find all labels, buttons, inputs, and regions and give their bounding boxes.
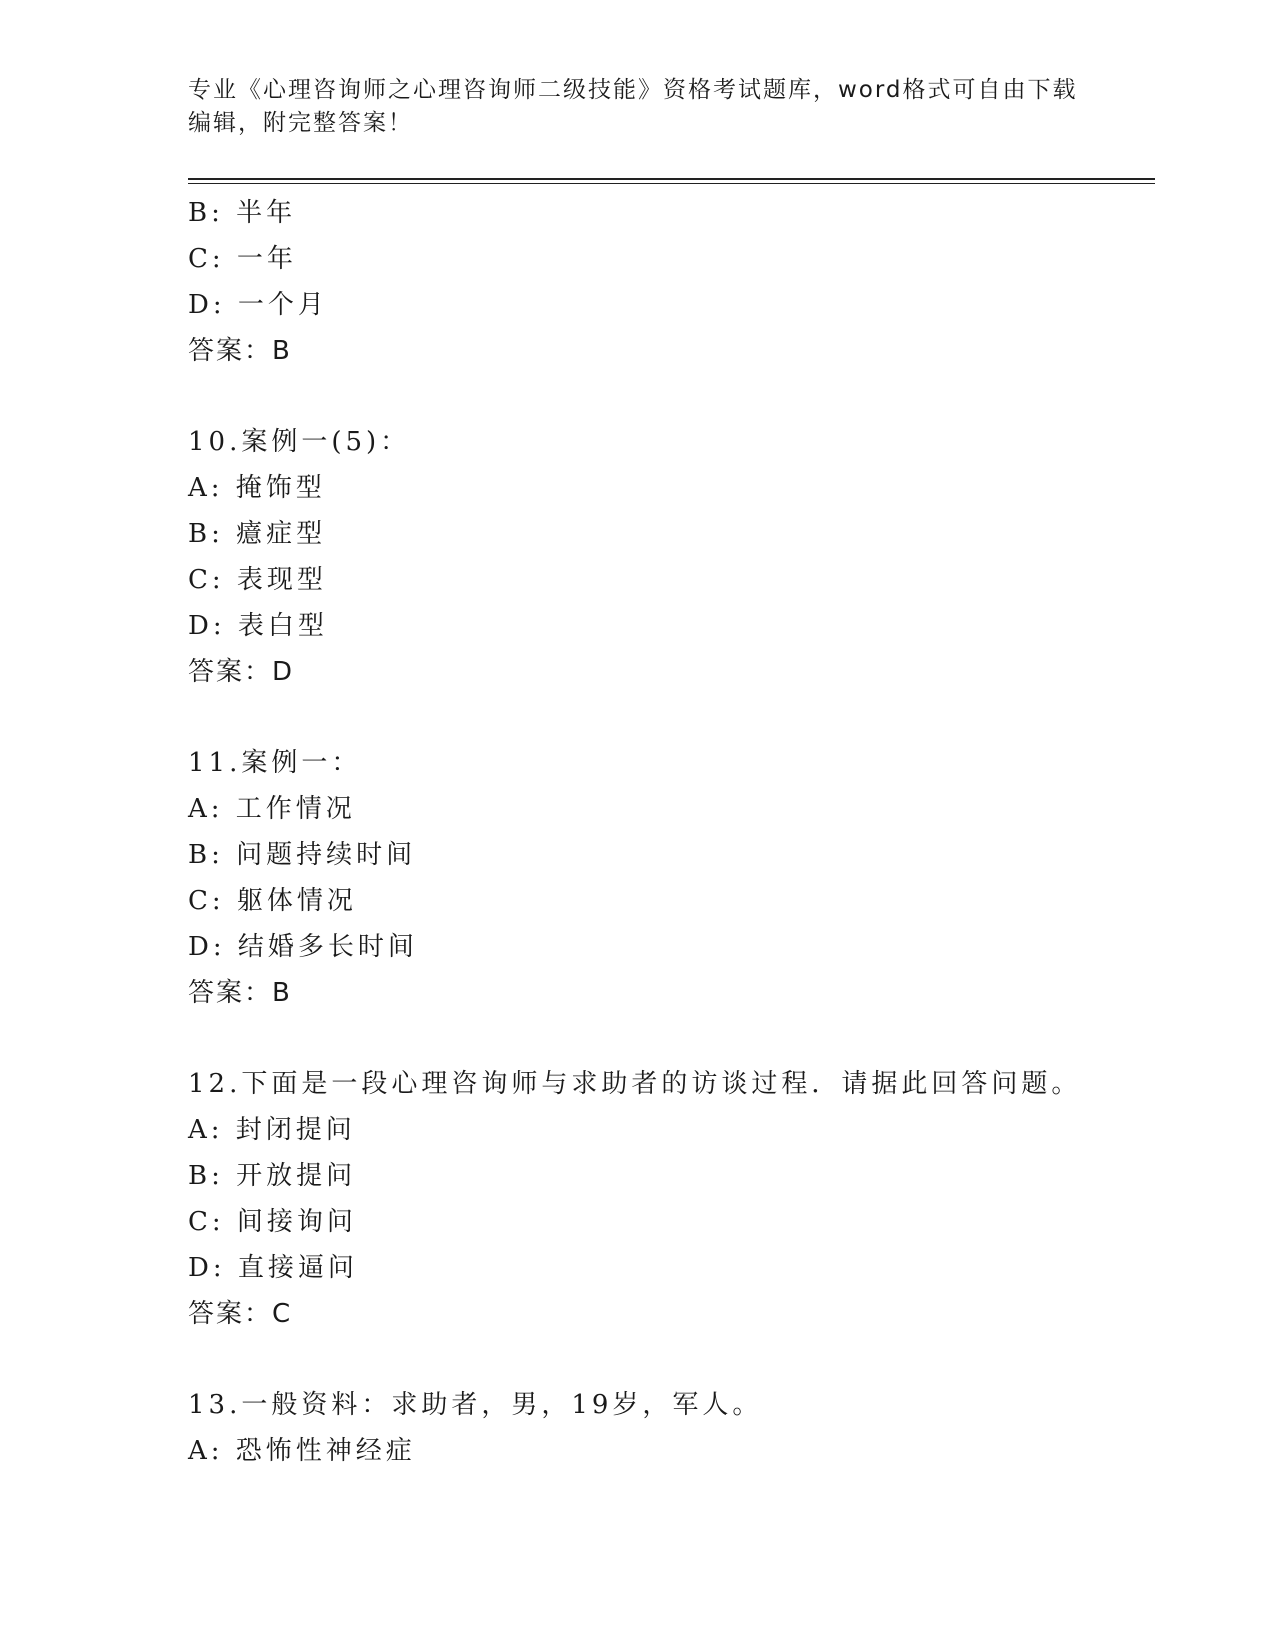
answer-line: 答案：D: [188, 657, 295, 687]
option-c: C: 躯体情况: [188, 886, 357, 916]
option-b: B: 癔症型: [188, 519, 327, 549]
option-c: C: 间接询问: [188, 1207, 357, 1237]
question-list: [188, 190, 1148, 1474]
spacer: [188, 1016, 1148, 1061]
spacer: [188, 1337, 1148, 1382]
spacer: [188, 695, 1148, 740]
option-a: A: 恐怖性神经症: [188, 1436, 416, 1466]
header-line-2: 编辑，附完整答案！: [188, 110, 413, 136]
option-b: B: 问题持续时间: [188, 840, 417, 870]
answer-line: 答案：C: [188, 1299, 293, 1329]
document-header: [188, 74, 1088, 140]
option-c: C: 表现型: [188, 565, 327, 595]
option-b: B: 半年: [188, 198, 297, 228]
header-divider: [188, 178, 1155, 184]
question-11: 11.案例一：: [188, 748, 362, 778]
option-c: C: 一年: [188, 244, 297, 274]
question-10: 10.案例一(5)：: [188, 427, 411, 457]
option-a: A: 工作情况: [188, 794, 356, 824]
option-d: D: 一个月: [188, 290, 328, 320]
question-12: 12.下面是一段心理咨询师与求助者的访谈过程．请据此回答问题。: [188, 1069, 1082, 1099]
header-line-1: 专业《心理咨询师之心理咨询师二级技能》资格考试题库，word格式可自由下载: [188, 77, 1078, 103]
option-d: D: 结婚多长时间: [188, 932, 418, 962]
answer-line: 答案：B: [188, 978, 292, 1008]
option-b: B: 开放提问: [188, 1161, 357, 1191]
answer-line: 答案：B: [188, 336, 292, 366]
spacer: [188, 374, 1148, 419]
question-13: 13.一般资料：求助者，男，19岁，军人。: [188, 1390, 763, 1420]
option-d: D: 表白型: [188, 611, 328, 641]
option-d: D: 直接逼问: [188, 1253, 358, 1283]
option-a: A: 掩饰型: [188, 473, 326, 503]
option-a: A: 封闭提问: [188, 1115, 356, 1145]
